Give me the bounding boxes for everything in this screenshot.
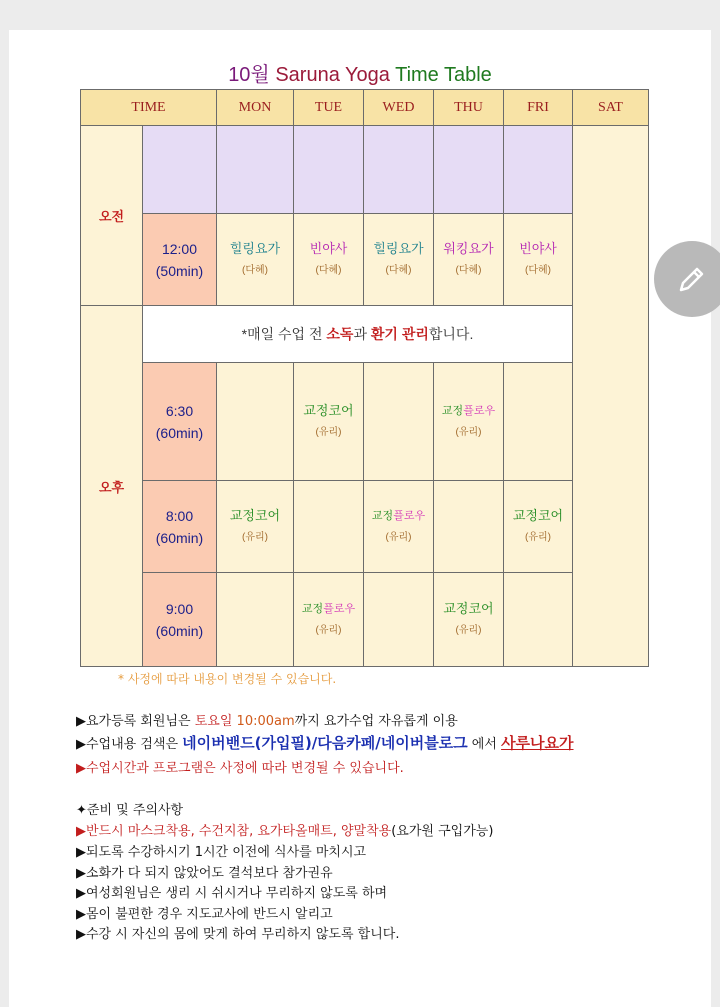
time-slot-900 (143, 573, 217, 667)
empty-cell (217, 573, 294, 667)
morning-label: 오전 (81, 126, 143, 306)
class-name: 교정코어 (512, 507, 564, 523)
slot-duration: (60min) (155, 622, 204, 639)
saturday-column (573, 126, 649, 667)
footnote: * 사정에 따라 내용이 변경될 수 있습니다. (118, 672, 337, 686)
instructor: (유리) (242, 531, 268, 543)
slot-time: 9:00 (165, 600, 194, 617)
instructor: (다혜) (455, 264, 482, 276)
class-cell (504, 214, 573, 306)
empty-cell (143, 126, 217, 214)
notice-banner (143, 306, 573, 363)
prep-item: ▶여성회원님은 생리 시 쉬시거나 무리하지 않도록 하며 (76, 886, 388, 901)
class-name: 워킹요가 (443, 240, 494, 256)
class-cell (217, 214, 294, 306)
class-name: 교정 (301, 603, 324, 615)
info-line-registration (76, 710, 458, 729)
class-cell (364, 481, 434, 573)
class-name: 힐링요가 (373, 240, 424, 256)
slot-duration: (60min) (155, 529, 204, 546)
class-name: 힐링요가 (229, 240, 281, 256)
prep-heading: ✦준비 및 주의사항 (76, 803, 184, 818)
info-highlight: 토요일 (194, 714, 233, 729)
info-sites: 네이버밴드(가입필)/다음카페/네이버블로그 (182, 734, 468, 752)
class-cell (294, 214, 364, 306)
class-cell (217, 481, 294, 573)
slot-duration: (50min) (155, 262, 204, 279)
title-month: 10월 (228, 64, 270, 86)
header-wed: WED (364, 90, 434, 126)
prep-item: ▶수강 시 자신의 몸에 맞게 하여 무리하지 않도록 합니다. (76, 927, 400, 942)
class-cell (434, 214, 504, 306)
instructor: (유리) (315, 625, 342, 636)
class-name: 플로우 (323, 603, 356, 615)
empty-cell (504, 126, 573, 214)
info-text: ▶요가등록 회원님은 (76, 714, 195, 729)
class-cell (364, 214, 434, 306)
class-name: 교정 (371, 510, 394, 522)
class-cell (434, 363, 504, 481)
info-line-search (76, 732, 574, 753)
instructor: (다혜) (525, 264, 551, 276)
notice-text: *매일 수업 전 (241, 326, 327, 342)
info-text: 까지 요가수업 자유롭게 이용 (294, 714, 458, 729)
empty-cell (217, 363, 294, 481)
prep-item: ▶소화가 다 되지 않았어도 결석보다 참가권유 (76, 866, 333, 881)
prep-text: (요가원 구입가능) (391, 824, 494, 839)
info-text: ▶수업내용 검색은 (76, 737, 183, 752)
header-mon: MON (217, 90, 294, 126)
class-cell (434, 573, 504, 667)
time-slot-630 (143, 363, 217, 481)
class-name: 교정 (441, 405, 464, 417)
info-studio-name: 사루나요가 (501, 734, 574, 752)
empty-cell (217, 126, 294, 214)
class-name: 빈야사 (519, 240, 557, 256)
empty-cell (434, 481, 504, 573)
header-time: TIME (81, 90, 217, 126)
notice-highlight: 환기 관리 (370, 326, 429, 342)
time-slot-1200 (143, 214, 217, 306)
title-suffix: Time Table (395, 64, 492, 86)
empty-cell (434, 126, 504, 214)
info-text: 에서 (467, 737, 502, 752)
time-slot-800 (143, 481, 217, 573)
instructor: (유리) (525, 531, 551, 543)
header-sat: SAT (573, 90, 649, 126)
class-name: 교정코어 (229, 507, 281, 523)
empty-cell (294, 481, 364, 573)
slot-duration: (60min) (155, 424, 204, 441)
info-highlight: 10:00am (232, 714, 295, 729)
prep-item: ▶몸이 불편한 경우 지도교사에 반드시 알리고 (76, 907, 333, 922)
class-name: 플로우 (393, 510, 426, 522)
class-name: 빈야사 (309, 240, 348, 256)
class-name: 교정코어 (303, 402, 354, 418)
class-cell (504, 481, 573, 573)
instructor: (유리) (315, 426, 342, 438)
instructor: (다혜) (385, 264, 412, 276)
empty-cell (364, 363, 434, 481)
prep-highlight: ▶반드시 마스크착용, 수건지참, 요가타올매트, 양말착용 (76, 824, 392, 839)
title-brand: Saruna Yoga (275, 64, 390, 86)
instructor: (유리) (455, 427, 482, 438)
slot-time: 12:00 (161, 240, 198, 257)
instructor: (다혜) (315, 264, 342, 276)
notice-text: 합니다. (428, 326, 474, 342)
empty-cell (364, 126, 434, 214)
empty-cell (364, 573, 434, 667)
instructor: (유리) (385, 532, 412, 543)
empty-cell (504, 573, 573, 667)
notice-highlight: 소독 (326, 326, 354, 342)
header-thu: THU (434, 90, 504, 126)
timetable (80, 89, 649, 667)
instructor: (다혜) (242, 264, 268, 276)
info-line-schedule: ▶수업시간과 프로그램은 사정에 따라 변경될 수 있습니다. (76, 761, 404, 776)
afternoon-label: 오후 (81, 306, 143, 667)
edit-button[interactable] (654, 241, 720, 317)
empty-cell (294, 126, 364, 214)
class-cell (294, 363, 364, 481)
page-title (0, 58, 720, 87)
prep-item (76, 820, 493, 839)
class-name: 교정코어 (443, 600, 494, 616)
header-tue: TUE (294, 90, 364, 126)
empty-cell (504, 363, 573, 481)
header-fri: FRI (504, 90, 573, 126)
notice-text: 과 (353, 326, 371, 342)
instructor: (유리) (455, 624, 482, 636)
class-cell (294, 573, 364, 667)
pencil-icon (676, 263, 708, 295)
slot-time: 8:00 (165, 507, 194, 524)
prep-item: ▶되도록 수강하시기 1시간 이전에 식사를 마치시고 (76, 845, 367, 860)
slot-time: 6:30 (165, 402, 194, 419)
class-name: 플로우 (463, 405, 496, 417)
